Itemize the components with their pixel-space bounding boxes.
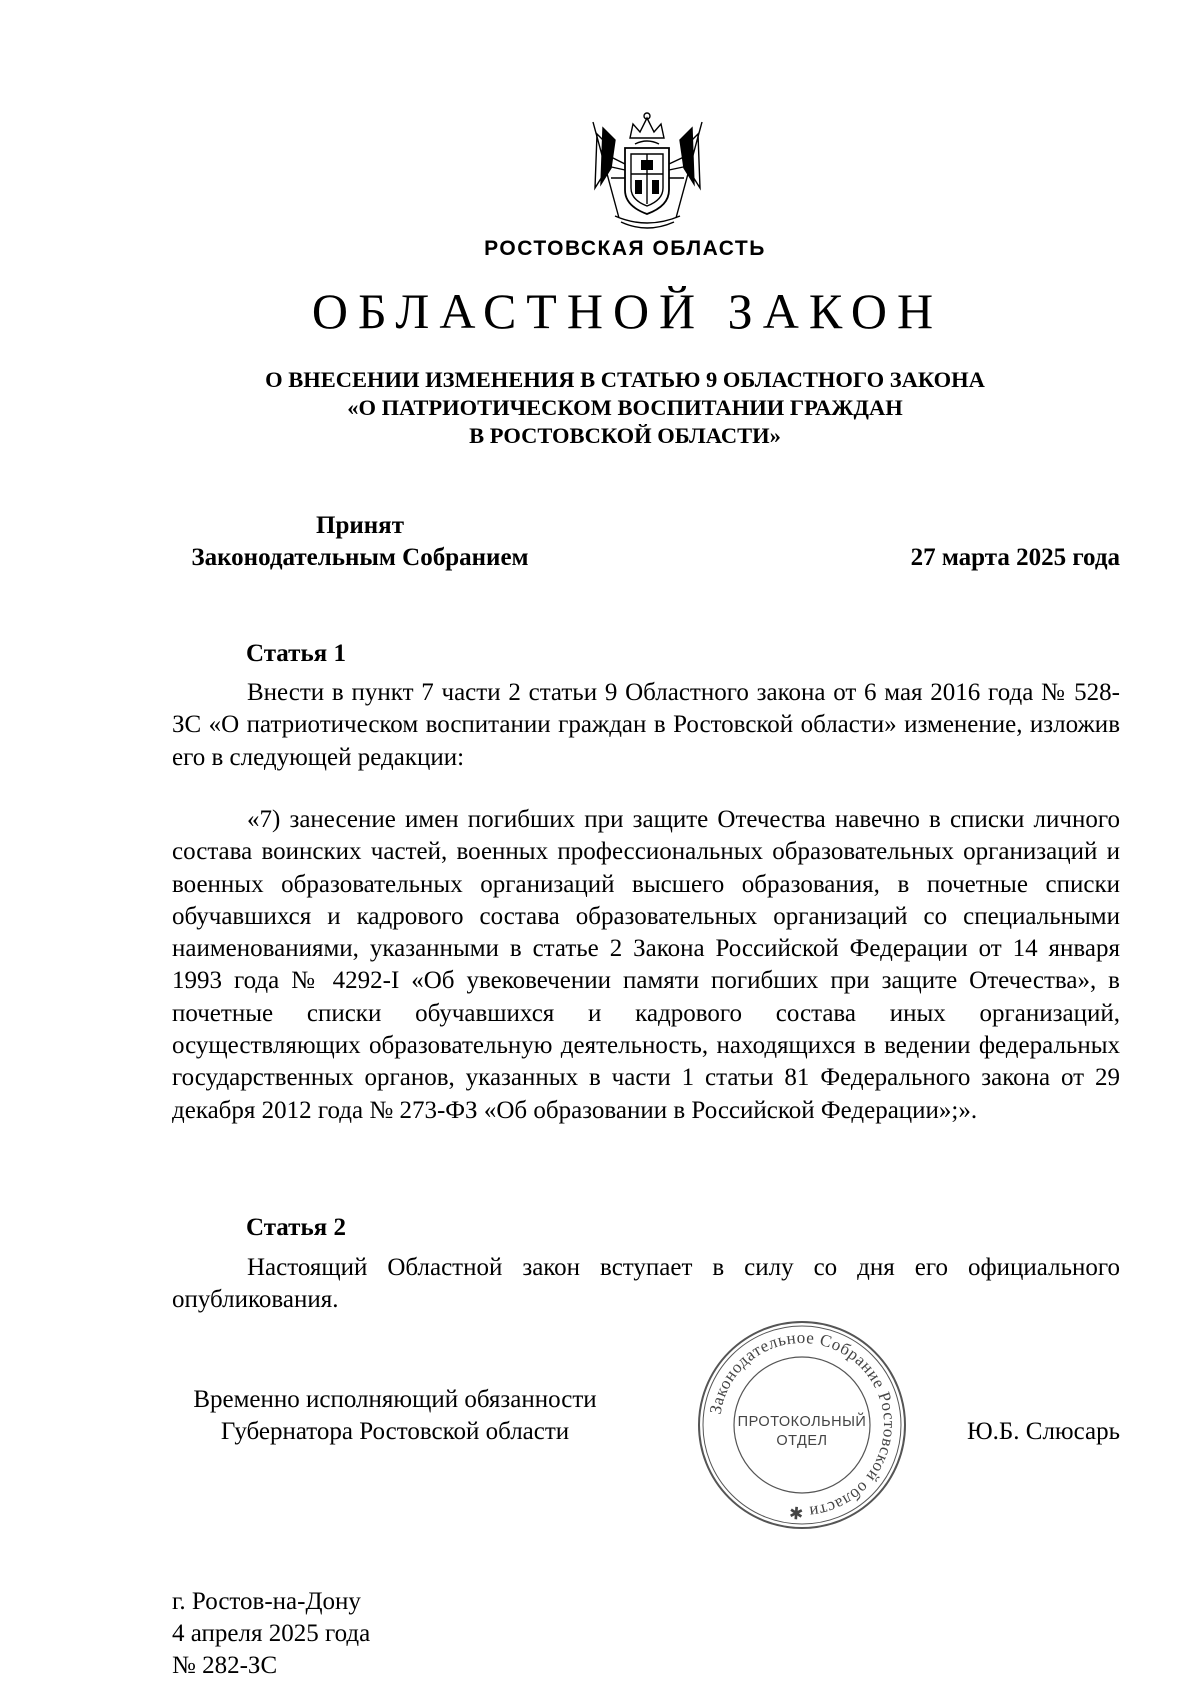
signatory-name: Ю.Б. Слюсарь — [966, 1418, 1120, 1445]
document-footer — [172, 1586, 370, 1682]
article-1-paragraph-1: Внести в пункт 7 части 2 статьи 9 Областного закона от 6 мая 2016 года № 528-ЗС «О патриотическом воспитании граждан в Ростовской области» изменение, изложив его в следующей редакции: — [172, 679, 1120, 771]
adoption-date: 27 марта 2025 года — [910, 544, 1120, 571]
law-title-line: «О ПАТРИОТИЧЕСКОМ ВОСПИТАНИИ ГРАЖДАН — [347, 395, 903, 420]
article-1-heading: Статья 1 — [246, 640, 346, 667]
signatory-position-line-1: Временно исполняющий обязанности — [193, 1386, 597, 1413]
article-2-heading: Статья 2 — [246, 1214, 346, 1241]
signing-place: г. Ростов-на-Дону — [172, 1588, 361, 1615]
svg-text:ПРОТОКОЛЬНЫЙ: ПРОТОКОЛЬНЫЙ — [737, 1414, 867, 1430]
article-2-paragraph-1: Настоящий Областной закон вступает в силу со дня его официального опубликования. — [172, 1254, 1120, 1314]
signing-date: 4 апреля 2025 года — [172, 1620, 371, 1647]
law-title — [150, 366, 1100, 450]
svg-text:ОТДЕЛ: ОТДЕЛ — [776, 1433, 828, 1449]
region-heading: РОСТОВСКАЯ ОБЛАСТЬ — [484, 237, 766, 260]
signatory-position-line-2: Губернатора Ростовской области — [220, 1418, 570, 1445]
adoption-line-1: Принят — [316, 512, 404, 539]
document-type-title: ОБЛАСТНОЙ ЗАКОН — [311, 283, 944, 339]
signatory-position — [150, 1384, 640, 1448]
official-stamp — [695, 1318, 909, 1532]
law-number: № 282-ЗС — [172, 1652, 278, 1679]
law-title-line: О ВНЕСЕНИИ ИЗМЕНЕНИЯ В СТАТЬЮ 9 ОБЛАСТНОГО ЗАКОНА — [265, 367, 985, 392]
svg-text:Законодательное Собрание Росто: Законодательное Собрание Ростовской области ✱ — [705, 1327, 900, 1523]
coat-of-arms-icon — [585, 108, 710, 236]
adoption-line-2: Законодательным Собранием — [191, 544, 529, 571]
law-title-line: В РОСТОВСКОЙ ОБЛАСТИ» — [469, 423, 781, 448]
adoption-body — [150, 510, 570, 574]
article-1-paragraph-2: «7) занесение имен погибших при защите Отечества навечно в списки личного состава воинских частей, военных профессиональных образовательных организаций и военных образовательных организаций высшего образования, в почетные списки обучавшихся и кадрового состава образовательных организаций со специальными наименованиями, указанными в статье 2 Закона Российской Федерации от 14 января 1993 года № 4292-I «Об увековечении памяти погибших при защите Отечества», в почетные списки обучавшихся и кадрового состава иных организаций, осуществляющих образовательную деятельность, находящихся в ведении федеральных государственных органов, указанных в части 1 статьи 81 Федерального закона от 29 декабря 2012 года № 273-ФЗ «Об образовании в Российской Федерации»;». — [172, 806, 1120, 1124]
